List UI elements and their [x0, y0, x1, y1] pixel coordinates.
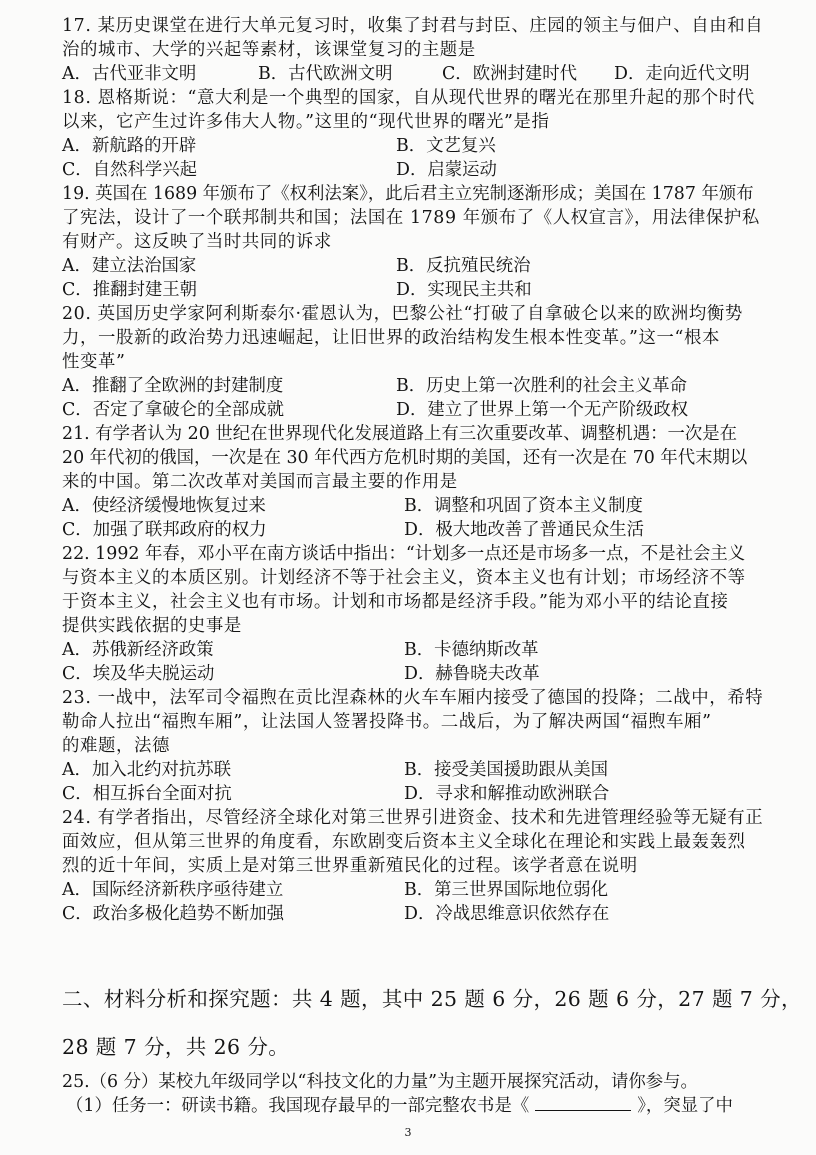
q22-stem-line3: 于资本主义，社会主义也有市场。计划和市场都是经济手段。”能为邓小平的结论直接 — [62, 592, 729, 612]
q22-stem-line4: 提供实践依据的史事是 — [62, 616, 242, 636]
section-two-heading-line1: 二、材料分析和探究题：共 4 题，其中 25 题 6 分，26 题 6 分，27 题 7 分， — [62, 987, 802, 1011]
q20-stem-line2: 力，一股新的政治势力迅速崛起，让旧世界的政治结构发生根本性变革。”这一“根本 — [62, 328, 720, 348]
q18-option-b: B．文艺复兴 — [396, 136, 496, 156]
q24-option-d: D．冷战思维意识依然存在 — [404, 904, 610, 924]
q17-option-d: D．走向近代文明 — [614, 64, 750, 84]
q19-option-b: B．反抗殖民统治 — [396, 256, 531, 276]
q23-stem-line3: 的难题，法德 — [62, 736, 170, 756]
q23-stem-line2: 勒命人拉出“福煦车厢”，让法国人签署投降书。二战后，为了解决两国“福煦车厢” — [62, 712, 712, 732]
q21-stem-line3: 来的中国。第二次改革对美国而言最主要的作用是 — [62, 472, 458, 492]
q17-option-c: C．欧洲封建时代 — [442, 64, 578, 84]
q18-option-c: C．自然科学兴起 — [62, 160, 198, 180]
q19-stem-line2: 了宪法，设计了一个联邦制共和国；法国在 1789 年颁布了《人权宣言》，用法律保护私 — [62, 208, 760, 228]
q18-option-a: A．新航路的开辟 — [62, 136, 197, 156]
q21-stem-line1: 21. 有学者认为 20 世纪在世界现代化发展道路上有三次重要改革、调整机遇：一次是在 — [62, 424, 738, 444]
q23-option-c: C．相互拆台全面对抗 — [62, 784, 232, 804]
q18-stem-line1: 18. 恩格斯说：“意大利是一个典型的国家，自从现代世界的曙光在那里升起的那个时代 — [62, 88, 755, 108]
q25-task1-text-end: 》，突显了中 — [637, 1096, 733, 1116]
q24-option-c: C．政治多极化趋势不断加强 — [62, 904, 284, 924]
q24-option-b: B．第三世界国际地位弱化 — [404, 880, 609, 900]
q19-option-d: D．实现民主共和 — [396, 280, 532, 300]
q17-stem-line2: 治的城市、大学的兴起等素材，该课堂复习的主题是 — [62, 40, 476, 60]
q22-stem-line2: 与资本主义的本质区别。计划经济不等于社会主义，资本主义也有计划；市场经济不等 — [62, 568, 746, 588]
q23-option-b: B．接受美国援助跟从美国 — [404, 760, 609, 780]
q17-option-b: B．古代欧洲文明 — [258, 64, 393, 84]
q21-option-a: A．使经济缓慢地恢复过来 — [62, 496, 266, 516]
q24-stem-line1: 24. 有学者指出，尽管经济全球化对第三世界引进资金、技术和先进管理经验等无疑有正 — [62, 808, 764, 828]
q22-option-b: B．卡德纳斯改革 — [404, 640, 539, 660]
q21-option-d: D．极大地改善了普通民众生活 — [404, 520, 645, 540]
q22-stem-line1: 22. 1992 年春，邓小平在南方谈话中指出：“计划多一点还是市场多一点，不是社会主义 — [62, 544, 746, 564]
section-two-heading-line2: 28 题 7 分，共 26 分。 — [62, 1035, 290, 1059]
q17-stem-line1: 17. 某历史课堂在进行大单元复习时，收集了封君与封臣、庄园的领主与佃户、自由和自 — [62, 16, 764, 36]
q24-option-a: A．国际经济新秩序亟待建立 — [62, 880, 284, 900]
q18-stem-line2: 以来，它产生过许多伟大人物。”这里的“现代世界的曙光”是指 — [62, 112, 550, 132]
q20-option-c: C．否定了拿破仑的全部成就 — [62, 400, 284, 420]
q22-option-d: D．赫鲁晓夫改革 — [404, 664, 540, 684]
q21-stem-line2: 20 年代初的俄国，一次是在 30 年代西方危机时期的美国，还有一次是在 70 年代末期以 — [62, 448, 748, 468]
q18-option-d: D．启蒙运动 — [396, 160, 497, 180]
q20-option-b: B．历史上第一次胜利的社会主义革命 — [396, 376, 688, 396]
q20-option-d: D．建立了世界上第一个无产阶级政权 — [396, 400, 689, 420]
q25-stem-line1: 25.（6 分）某校九年级同学以“科技文化的力量”为主题开展探究活动，请你参与。 — [62, 1072, 698, 1092]
q22-option-a: A．苏俄新经济政策 — [62, 640, 214, 660]
q23-option-a: A．加入北约对抗苏联 — [62, 760, 232, 780]
q25-task1-text: （1）任务一：研读书籍。我国现存最早的一部完整农书是《 — [66, 1096, 530, 1116]
page-number: 3 — [404, 1126, 412, 1139]
q25-task1-line — [66, 1094, 733, 1118]
q24-stem-line2: 面效应，但从第三世界的角度看，东欧剧变后资本主义全球化在理论和实践上最轰轰烈 — [62, 832, 746, 852]
q20-stem-line1: 20. 英国历史学家阿利斯泰尔·霍恩认为，巴黎公社“打破了自拿破仑以来的欧洲均衡势 — [62, 304, 743, 324]
q19-stem-line1: 19. 英国在 1689 年颁布了《权利法案》，此后君主立宪制逐渐形成；美国在 1787 年颁布 — [62, 184, 754, 204]
q21-option-c: C．加强了联邦政府的权力 — [62, 520, 267, 540]
q24-stem-line3: 烈的近十年间，实质上是对第三世界重新殖民化的过程。该学者意在说明 — [62, 856, 638, 876]
q19-stem-line3: 有财产。这反映了当时共同的诉求 — [62, 232, 332, 252]
q21-option-b: B．调整和巩固了资本主义制度 — [404, 496, 643, 516]
q23-stem-line1: 23. 一战中，法军司令福煦在贡比涅森林的火车车厢内接受了德国的投降；二战中，希特 — [62, 688, 764, 708]
answer-blank[interactable] — [535, 1094, 631, 1111]
q20-stem-line3: 性变革” — [62, 352, 126, 372]
q19-option-a: A．建立法治国家 — [62, 256, 197, 276]
q20-option-a: A．推翻了全欧洲的封建制度 — [62, 376, 284, 396]
q23-option-d: D．寻求和解推动欧洲联合 — [404, 784, 610, 804]
q22-option-c: C．埃及华夫脱运动 — [62, 664, 215, 684]
q19-option-c: C．推翻封建王朝 — [62, 280, 198, 300]
q17-option-a: A．古代亚非文明 — [62, 64, 197, 84]
